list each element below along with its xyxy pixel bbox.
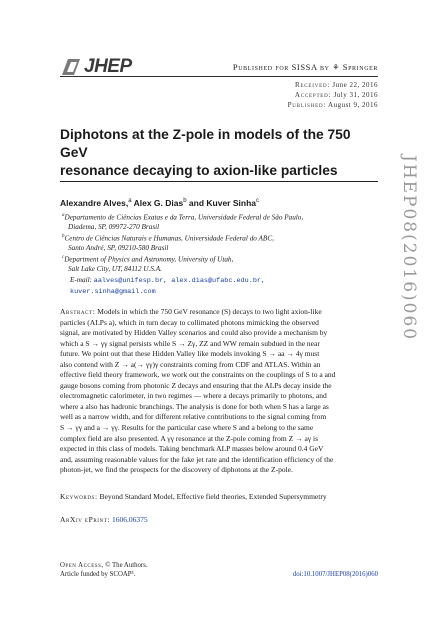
email-block: E-mail: aalves@unifesp.br, alex.dias@ufabc.edu.br, kuver.sinha@gmail.com <box>70 276 266 296</box>
author-2: Alex G. Dias$^b$ <box>133 198 187 208</box>
author-3: and Kuver Sinha$^c$ <box>188 198 259 208</box>
doi-link[interactable]: doi:10.1007/JHEP08(2016)060 <box>292 571 378 578</box>
date-published: Published: August 9, 2016 <box>287 101 378 109</box>
paper-title: Diphotons at the Z-pole in models of the 750 GeV resonance decaying to axion-like particles <box>60 127 351 178</box>
footer-license: Open Access, © The Authors. Article funded by SCOAP³. <box>60 562 148 579</box>
side-journal-id: JHEP08(2016)060 <box>399 155 419 342</box>
author-list <box>60 198 259 208</box>
author-1: Alexandre Alves,$^a$ <box>60 198 132 208</box>
abstract-label: Abstract: <box>60 307 96 316</box>
email-links-1[interactable]: aalves@unifesp.br, alex.dias@ufabc.edu.br, <box>93 277 266 285</box>
publisher-name: Springer <box>342 62 378 72</box>
affiliation-c: $^c$Department of Physics and Astronomy, University of Utah, Salt Lake City, UT, 84112 U.S.A. <box>62 255 234 273</box>
jhep-logo-icon <box>60 57 82 77</box>
email-links-2[interactable]: kuver.sinha@gmail.com <box>70 287 156 296</box>
affiliation-a: $^a$Departamento de Ciências Exatas e da Terra, Universidade Federal de São Paulo, Diadema, SP, 09972-270 Brasil <box>62 213 304 231</box>
arxiv-eprint: ArXiv ePrint: 1606.06375 <box>60 515 148 524</box>
title-rule <box>60 181 378 182</box>
keywords: Keywords: Beyond Standard Model, Effective field theories, Extended Supersymmetry <box>60 492 327 501</box>
springer-icon: ⚘ <box>332 63 341 72</box>
published-by: Published for SISSA by <box>232 62 330 72</box>
header-rule <box>60 76 378 77</box>
publication-dates <box>288 80 378 110</box>
affiliation-b: $^b$Centro de Ciências Naturais e Humanas, Universidade Federal do ABC, Santo André, SP, 09210-580 Brasil <box>62 234 274 252</box>
date-received: Received: June 22, 2016 <box>294 81 378 89</box>
arxiv-link[interactable]: 1606.06375 <box>111 515 148 524</box>
publisher-line <box>233 62 378 72</box>
date-accepted: Accepted: July 31, 2016 <box>294 91 378 99</box>
journal-logo <box>60 56 132 78</box>
abstract: Abstract: Models in which the 750 GeV resonance (S) decays to two light axion-like particles (ALPs a), which in turn decay to collimated photons mimicking the observed signal, are motivated by Hidden Valley scenarios and could also provide a mechanism by which a S → γγ signal persists while S → Zγ, ZZ and WW remain subdued in the near future. We point out that these Hidden Valley like models invoking S → aa → 4γ must also contend with Z → a(→ γγ)γ constraints coming from CDF and ATLAS. Within an effective field theory framework, we work out the constraints on the couplings of S to a and gauge bosons coming from photonic Z decays and ensuring that the ALPs decay inside the electromagnetic calorimeter, in two regimes — where a decays primarily to photons, and where a also has hadronic branchings. The analysis is done for both when S has a large as well as a narrow width, and for different relative contributions to the signal coming from S → γγ and a → γγ. Results for the particular case where S and a belong to the same complex field are also presented. A γγ resonance at the Z-pole coming from Z → aγ is expected in this class of models. Taking benchmark ALP masses below around 0.4 GeV and, assuming reasonable values for the fake jet rate and the identification efficiency of the photon-jet, we find the prospects for the discovery of diphotons at the Z-pole. <box>60 307 336 475</box>
logo-text: JHEP <box>84 56 132 77</box>
